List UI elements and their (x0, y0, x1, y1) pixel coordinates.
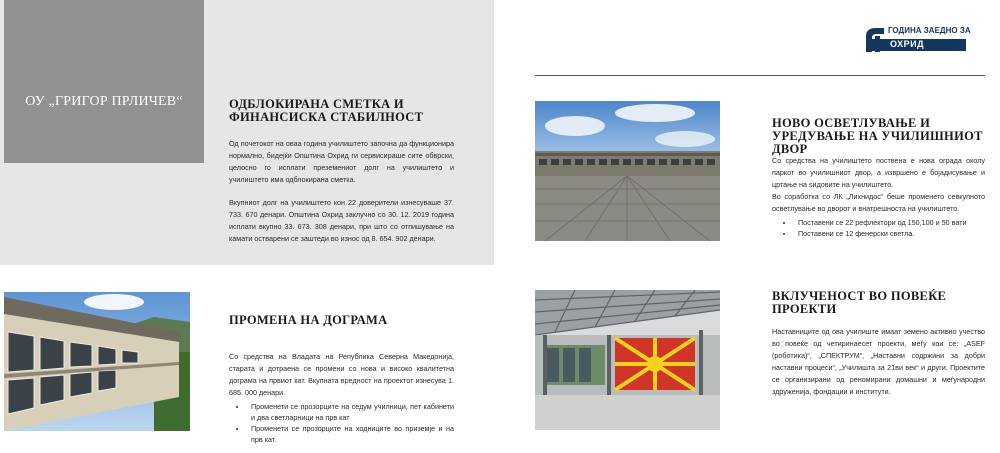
courtyard-photo (535, 101, 720, 241)
ohrid-logo (864, 25, 971, 53)
paragraph: Вкупниот долг на училиштето кон 22 доверители изнесуваше 37. 733. 670 денари. Општина Охрид заклучно со 30. 12. 2019 година исплати вкупно 33. 673. 308 денари, при што со отпишување на камати остварени се заштеди во износ од 8. 654. 902 денари. (229, 198, 454, 243)
bullet-list (229, 401, 454, 445)
entrance-photo (535, 290, 720, 430)
divider (535, 75, 985, 76)
section-text-windows (229, 351, 454, 445)
section-title-projects: ВКЛУЧЕНОСТ ВО ПОВЕЌЕ ПРОЕКТИ (772, 289, 947, 316)
paragraph: Од почетокот на оваа година училиштето започна да функционира нормално, бидејќи Општина Охрид ги сервисираше сите обврски, целосно го исплати преземениот долг на училиштето и училиштето има одблокирана сметка. (229, 139, 454, 184)
list-item: • Поставени се 12 фенерски светла. (794, 228, 985, 239)
section-text-lighting (772, 155, 985, 239)
list-item: • Променети се прозорците на ходниците во приземје и на прв кат. (247, 423, 454, 445)
windows-photo (4, 292, 190, 431)
section-title-lighting: НОВО ОСВЕТЛУВАЊЕ И УРЕДУВАЊЕ НА УЧИЛИШНИОТ ДВОР (772, 116, 983, 156)
paragraph: Наставниците од ова училиште имаат земено активно учество во повеќе од четиринаесет проекти, меѓу кои се: „ASEF (роботика)“, „СПЕКТРУМ“, „Наставни содржини за добри наставни процеси“, „Училишта за 21ви век“ и други. Проектите се организирани од реномирани домашни и меѓународни здруженија, фондации и институти. (772, 327, 985, 396)
list-item: • Поставени се 22 рефлектори од 150,100 и 50 вати (794, 217, 985, 228)
paragraph: Во соработка со ЛК „Лихнидос“ беше променето севкупното осветлување во дворот и внатрешноста на училиштето. (772, 192, 985, 213)
logo-text-top: ГОДИНА ЗАЕДНО ЗА (888, 26, 971, 35)
section-text-projects (772, 326, 985, 398)
list-item: • Променети се прозорците на седум училници, пет кабинети и два светларници на прв кат (247, 401, 454, 423)
section-title-unblocked-account: ОДБЛОКИРАНА СМЕТКА И ФИНАНСИСКА СТАБИЛНОСТ (229, 97, 424, 124)
logo-mark-icon (864, 26, 884, 52)
section-title-windows: ПРОМЕНА НА ДОГРАМА (229, 313, 388, 327)
logo-text-bottom: ОХРИД (890, 39, 925, 49)
school-name-box (4, 0, 204, 163)
paragraph: Со средства на училиштето поствена е нова ограда околу паркот во училишниот двор, а извршено е бојадисување и цртање на ѕидовите на училиштето. (772, 156, 985, 189)
section-text-unblocked-account (229, 138, 454, 245)
school-name: ОУ „ГРИГОР ПРЛИЧЕВ“ (25, 93, 183, 109)
bullet-list (772, 217, 985, 239)
paragraph: Со средства на Владата на Република Северна Македонија, старата и дотраена се промени со нова и високо квалитетна дограма на првиот кат. Вкупната вредност на проектот изнесува 1. 685. 000 денари. (229, 352, 454, 397)
